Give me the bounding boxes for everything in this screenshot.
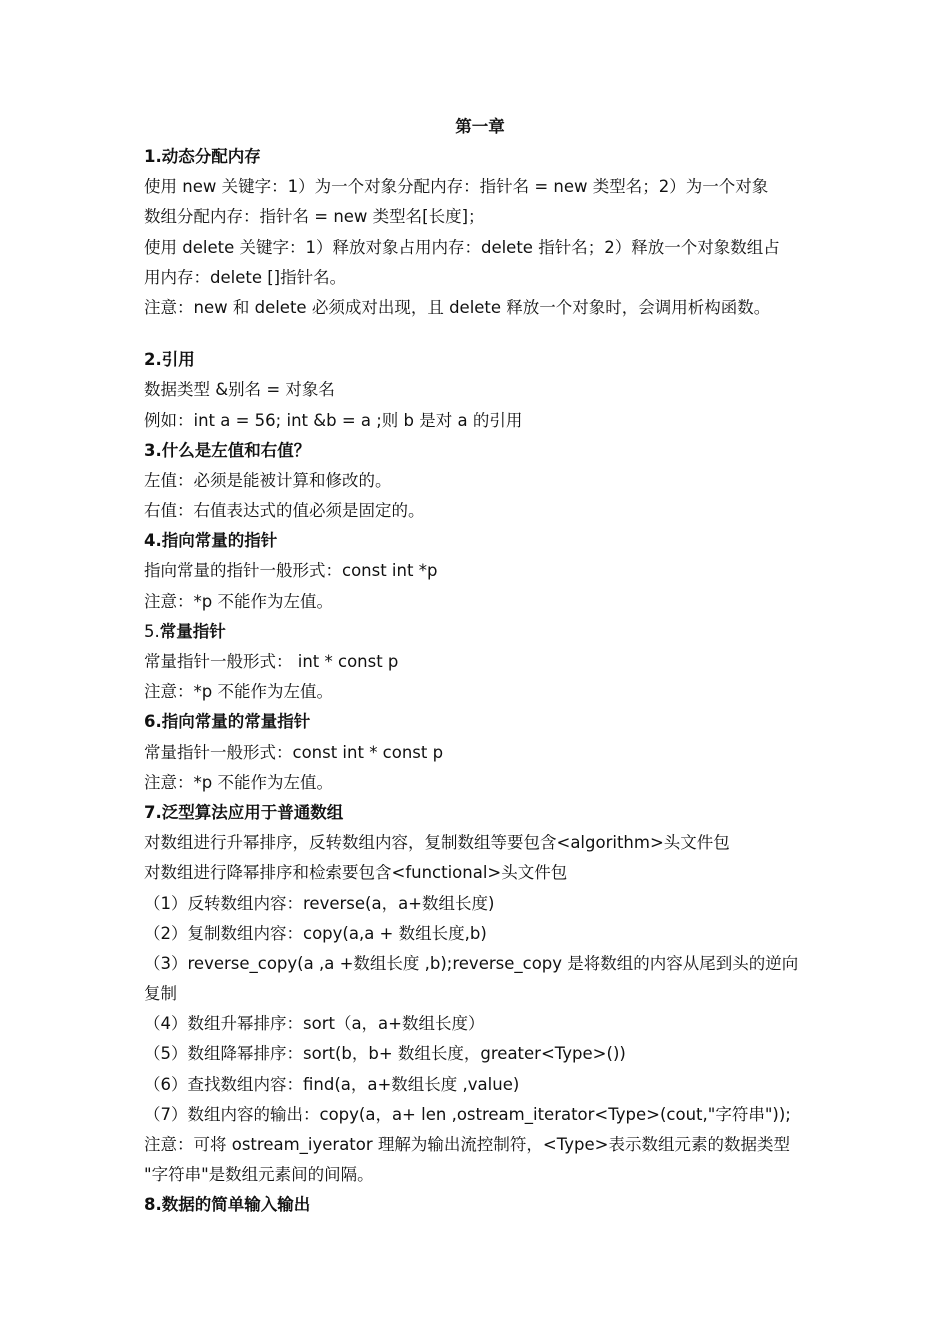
paragraph-line: 指向常量的指针一般形式：const int *p [144, 561, 438, 581]
section-heading-3: 3.什么是左值和右值？ [144, 440, 311, 460]
paragraph-line: 注意：*p 不能作为左值。 [144, 682, 333, 702]
list-item: （5）数组降幂排序：sort(b，b+ 数组长度，greater<Type>()) [144, 1044, 626, 1064]
paragraph-line: 注意：可将 ostream_iyerator 理解为输出流控制符，<Type>表示数组元素的数据类型 [144, 1135, 790, 1154]
list-item: （7）数组内容的输出：copy(a，a+ len ,ostream_iterator<Type>(cout,"字符串")); [144, 1104, 791, 1124]
paragraph-line: 使用 delete 关键字：1）释放对象占用内存：delete 指针名；2）释放一个对象数组占 [144, 237, 780, 257]
section-heading-4: 4.指向常量的指针 [144, 531, 278, 551]
paragraph-line: 使用 new 关键字：1）为一个对象分配内存：指针名 = new 类型名；2）为一个对象 [144, 177, 769, 197]
section-heading-5 [144, 617, 816, 647]
paragraph-line: 数组分配内存：指针名 = new 类型名[长度]； [144, 207, 485, 227]
paragraph-line: "字符串"是数组元素间的间隔。 [144, 1165, 374, 1185]
section-number: 5. [144, 621, 160, 641]
section-heading-2: 2.引用 [144, 350, 195, 370]
paragraph-line: 常量指针一般形式：const int * const p [144, 742, 444, 762]
paragraph-line: 注意：new 和 delete 必须成对出现，且 delete 释放一个对象时，会调用析构函数。 [144, 297, 771, 317]
list-item: （3）reverse_copy(a ,a +数组长度 ,b);reverse_copy 是将数组的内容从尾到头的逆向 [144, 953, 799, 973]
list-item: （2）复制数组内容：copy(a,a + 数组长度,b) [144, 923, 487, 943]
section-heading-8: 8.数据的简单输入输出 [144, 1195, 311, 1215]
list-item-continuation: 复制 [144, 984, 177, 1004]
paragraph-gap [144, 323, 816, 345]
document-body [144, 112, 816, 1221]
section-heading-1: 1.动态分配内存 [144, 147, 261, 166]
paragraph-line: 对数组进行升幂排序，反转数组内容，复制数组等要包含<algorithm>头文件包 [144, 833, 730, 853]
paragraph-line: 左值：必须是能被计算和修改的。 [144, 470, 392, 490]
list-item: （6）查找数组内容：find(a，a+数组长度 ,value) [144, 1074, 520, 1094]
section-heading-7: 7.泛型算法应用于普通数组 [144, 802, 344, 822]
paragraph-line: 常量指针一般形式： int * const p [144, 652, 399, 671]
list-item: （1）反转数组内容：reverse(a，a+数组长度) [144, 893, 495, 913]
section-heading-text: 常量指针 [159, 621, 226, 641]
list-item: （4）数组升幂排序：sort（a，a+数组长度） [144, 1014, 485, 1034]
paragraph-line: 右值：右值表达式的值必须是固定的。 [144, 501, 425, 521]
paragraph-line: 用内存：delete []指针名。 [144, 267, 347, 287]
paragraph-line: 注意：*p 不能作为左值。 [144, 591, 333, 611]
paragraph-line: 注意：*p 不能作为左值。 [144, 772, 333, 792]
paragraph-line: 数据类型 &别名 = 对象名 [144, 380, 335, 400]
paragraph-line: 例如：int a = 56; int &b = a ;则 b 是对 a 的引用 [144, 410, 523, 430]
chapter-title: 第一章 [455, 117, 505, 136]
section-heading-6: 6.指向常量的常量指针 [144, 712, 311, 732]
paragraph-line: 对数组进行降幂排序和检索要包含<functional>头文件包 [144, 863, 568, 883]
